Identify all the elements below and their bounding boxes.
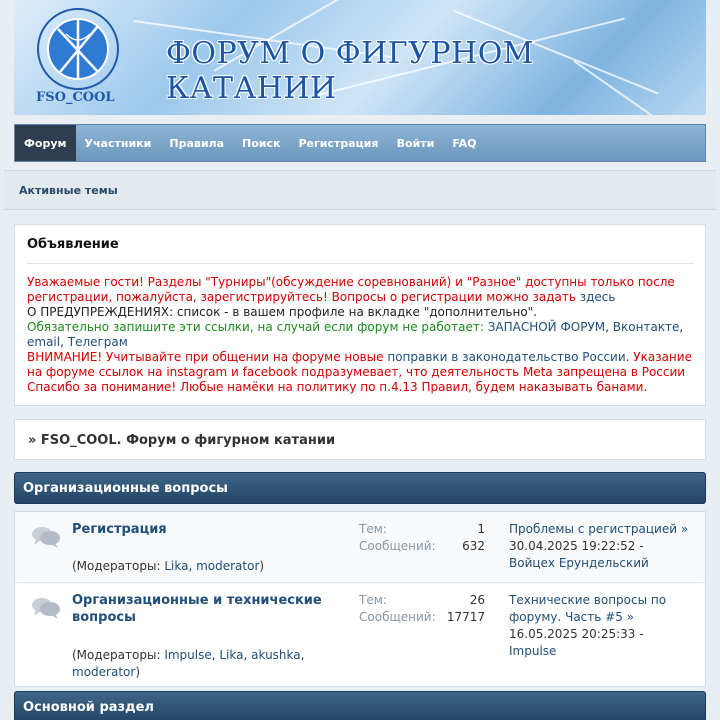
backup-forum-link[interactable]: ЗАПАСНОЙ ФОРУМ [487,320,606,334]
last-post-author[interactable]: Impulse [509,644,557,658]
separator: , [60,335,68,349]
forum-read-icon [31,526,61,548]
backup-links-note: Обязательно запишите эти ссылки, на случай если форум не работает: [27,320,488,334]
category-header-org[interactable] [14,472,706,504]
category-title[interactable]: Организационные вопросы [23,481,228,496]
forum-read-icon [31,597,61,619]
politics-warning: Спасибо за понимание! Любые намёки на политику по п.4.13 Правил, будем наказывать банами. [27,380,648,394]
vkontakte-link[interactable]: Вконтакте [612,320,680,334]
announcement-box [14,224,706,406]
moderators-close: ) [135,665,140,679]
topics-label: Тем: [359,593,387,607]
forum-moderators: (Модераторы: Lika, moderator) [72,559,265,573]
announcement-guests-text: Уважаемые гости! Разделы "Турниры"(обсуждение соревнований) и "Разное" доступны только после регистрации, пожалуйста, зарегистрируйтесь! Вопросы о регистрации можно задать [27,275,675,304]
moderator-link[interactable]: Lika [164,559,189,573]
moderator-link[interactable]: Impulse [164,648,212,662]
forum-moderators: (Модераторы: Impulse, Lika, akushka, moderator) [72,648,305,679]
moderator-link[interactable]: moderator [196,559,260,573]
category-header-main[interactable] [14,691,706,720]
warnings-note: О ПРЕДУПРЕЖДЕНИЯХ: список - в вашем профиле на вкладке "дополнительно". [27,305,537,319]
announcement-heading: Объявление [27,237,119,252]
nav-login[interactable]: Войти [396,136,435,150]
attention-text: ВНИМАНИЕ! Учитывайте при общении на форуме новые [27,350,388,364]
forum-list [14,511,706,687]
posts-count: 632 [462,539,485,553]
topics-label: Тем: [359,522,387,536]
moderators-close: ) [259,559,265,573]
posts-count: 17717 [446,610,485,624]
banner-title: ФОРУМ О ФИГУРНОМ КАТАНИИ [166,36,535,106]
last-post-link[interactable]: Проблемы с регистрацией » [509,522,689,536]
nav-faq[interactable]: FAQ [452,136,477,150]
nav-forum[interactable]: Форум [15,125,76,161]
law-amendments-link[interactable]: поправки в законодательство России [387,350,626,364]
announcement-body [27,275,699,395]
last-post-author[interactable]: Войцех Ерундельский [509,556,649,570]
main-navbar [14,124,706,162]
breadcrumb-forum-link[interactable]: » FSO_COOL. Форум о фигурном катании [28,433,336,448]
posts-label: Сообщений: [359,610,436,624]
nav-register[interactable]: Регистрация [298,136,379,150]
last-post [509,592,699,660]
nav-rules[interactable]: Правила [169,136,225,150]
separator: , [679,320,684,334]
sub-navbar [4,170,716,210]
moderator-link[interactable]: akushka [251,648,301,662]
last-post-link[interactable]: Технические вопросы по форуму. Часть #5 » [509,593,667,624]
separator: , [605,320,613,334]
last-post-date: 16.05.2025 20:25:33 - [509,627,644,641]
topics-count: 1 [477,522,485,536]
breadcrumb [14,419,706,460]
announcement-divider [27,263,694,264]
logo-wordmark: FSO_COOL [36,90,115,105]
forum-row-registration [15,512,705,583]
moderator-link[interactable]: Lika [219,648,244,662]
registration-help-link[interactable]: здесь [579,290,616,304]
moderators-label: (Модераторы: [72,648,165,662]
meta-warning-text: . Указание на форуме ссылок на instagram и facebook подразумевает, что деятельность Meta запрещена в России [27,350,692,379]
telegram-link[interactable]: Телеграм [67,335,128,349]
forum-title[interactable]: Организационные и технические вопросы [72,593,322,625]
forum-title[interactable]: Регистрация [72,522,167,537]
forum-banner[interactable] [14,0,706,115]
forum-row-org-tech [15,584,705,686]
email-link[interactable]: email [27,335,61,349]
active-topics-link[interactable]: Активные темы [19,184,118,197]
nav-members[interactable]: Участники [84,136,152,150]
moderators-label: (Модераторы: [72,559,165,573]
last-post-date: 30.04.2025 19:22:52 - [509,539,644,553]
posts-label: Сообщений: [359,539,436,553]
moderator-link[interactable]: moderator [72,665,136,679]
category-title[interactable]: Основной раздел [23,700,154,715]
nav-search[interactable]: Поиск [242,136,281,150]
topics-count: 26 [469,593,485,607]
last-post [509,521,699,572]
